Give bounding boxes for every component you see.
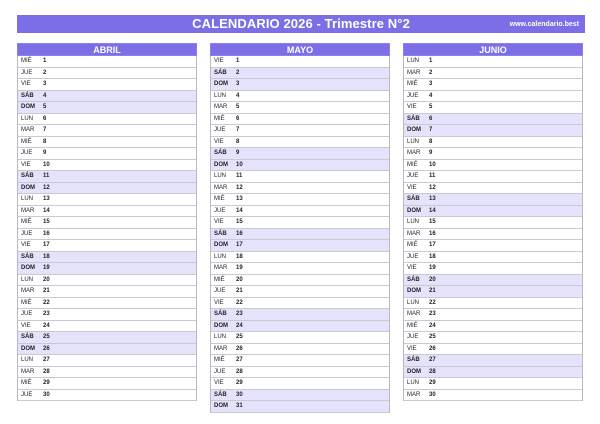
day-row xyxy=(404,206,582,218)
day-number: 5 xyxy=(236,104,240,110)
day-number: 22 xyxy=(43,299,50,306)
day-number: 15 xyxy=(43,219,50,225)
weekday-label: LUN xyxy=(21,276,34,283)
day-row xyxy=(211,56,389,68)
weekday-label: JUE xyxy=(21,69,33,76)
weekday-label: LUN xyxy=(214,334,227,340)
weekday-label: DOM xyxy=(407,288,421,294)
weekday-label: MAR xyxy=(21,288,35,294)
weekday-label: MIÉ xyxy=(214,115,225,122)
day-number: 20 xyxy=(236,276,243,283)
day-number: 23 xyxy=(43,311,50,317)
day-row xyxy=(404,252,582,264)
weekday-label: DOM xyxy=(21,265,35,271)
weekday-label: JUE xyxy=(21,311,33,317)
weekday-label: VIE xyxy=(214,58,224,64)
weekday-label: JUE xyxy=(214,368,226,375)
day-number: 19 xyxy=(43,265,50,271)
day-row xyxy=(404,229,582,241)
weekday-label: MAR xyxy=(407,69,421,76)
day-number: 25 xyxy=(429,334,436,340)
weekday-label: VIE xyxy=(407,265,417,271)
day-row xyxy=(211,137,389,149)
day-row xyxy=(211,286,389,298)
day-row xyxy=(211,125,389,137)
weekday-label: VIE xyxy=(214,380,224,386)
day-row xyxy=(18,102,196,114)
day-number: 25 xyxy=(43,334,50,340)
day-number: 11 xyxy=(236,173,243,179)
month-header: MAYO xyxy=(210,43,390,56)
weekday-label: LUN xyxy=(214,92,227,99)
weekday-label: JUE xyxy=(21,230,33,237)
day-row xyxy=(404,275,582,287)
weekday-label: DOM xyxy=(407,368,421,375)
day-row xyxy=(404,240,582,252)
day-row xyxy=(211,217,389,229)
day-row xyxy=(404,79,582,91)
day-number: 30 xyxy=(236,391,243,398)
weekday-label: VIE xyxy=(21,242,31,248)
day-number: 16 xyxy=(429,230,436,237)
day-row xyxy=(18,252,196,264)
weekday-label: LUN xyxy=(407,380,420,386)
weekday-label: MIÉ xyxy=(21,299,32,306)
month-header: JUNIO xyxy=(403,43,583,56)
day-row xyxy=(18,56,196,68)
day-row xyxy=(18,148,196,160)
day-row xyxy=(404,183,582,195)
weekday-label: VIE xyxy=(407,184,417,191)
day-row xyxy=(211,321,389,333)
day-number: 4 xyxy=(236,92,240,99)
day-row xyxy=(18,309,196,321)
day-number: 7 xyxy=(236,127,240,133)
weekday-label: MAR xyxy=(21,207,35,214)
month-column-june xyxy=(403,43,583,401)
day-number: 13 xyxy=(429,196,436,202)
day-row xyxy=(404,125,582,137)
weekday-label: JUE xyxy=(407,334,419,340)
weekday-label: MIÉ xyxy=(21,380,32,386)
day-list xyxy=(17,56,197,401)
day-row xyxy=(18,332,196,344)
day-number: 2 xyxy=(236,69,240,76)
weekday-label: DOM xyxy=(407,127,421,133)
weekday-label: MIÉ xyxy=(214,276,225,283)
day-row xyxy=(404,114,582,126)
day-number: 17 xyxy=(236,242,243,248)
day-number: 14 xyxy=(43,207,50,214)
day-number: 7 xyxy=(429,127,433,133)
day-row xyxy=(404,148,582,160)
weekday-label: DOM xyxy=(214,322,228,329)
day-number: 1 xyxy=(43,58,47,64)
weekday-label: JUE xyxy=(407,173,419,179)
day-number: 13 xyxy=(236,196,243,202)
weekday-label: MAR xyxy=(214,265,228,271)
day-number: 16 xyxy=(236,230,243,237)
weekday-label: DOM xyxy=(214,161,228,168)
weekday-label: VIE xyxy=(407,104,417,110)
weekday-label: SÁB xyxy=(214,230,227,237)
weekday-label: LUN xyxy=(407,219,420,225)
day-number: 5 xyxy=(429,104,433,110)
weekday-label: MIÉ xyxy=(21,219,32,225)
weekday-label: SÁB xyxy=(214,391,227,398)
day-number: 8 xyxy=(43,138,47,145)
day-row xyxy=(211,148,389,160)
day-number: 26 xyxy=(429,345,436,352)
weekday-label: DOM xyxy=(407,207,421,214)
day-number: 11 xyxy=(429,173,436,179)
day-row xyxy=(211,355,389,367)
weekday-label: SÁB xyxy=(407,196,420,202)
day-number: 17 xyxy=(429,242,436,248)
day-row xyxy=(211,252,389,264)
day-row xyxy=(18,378,196,390)
day-number: 1 xyxy=(429,58,433,64)
day-row xyxy=(211,68,389,80)
day-row xyxy=(18,229,196,241)
weekday-label: LUN xyxy=(407,138,420,145)
day-row xyxy=(211,332,389,344)
day-row xyxy=(404,56,582,68)
day-row xyxy=(404,332,582,344)
day-number: 30 xyxy=(429,391,436,398)
day-row xyxy=(404,160,582,172)
month-column-april xyxy=(17,43,197,401)
day-number: 23 xyxy=(236,311,243,317)
day-number: 2 xyxy=(429,69,433,76)
day-row xyxy=(18,321,196,333)
day-number: 31 xyxy=(236,403,243,409)
day-row xyxy=(18,217,196,229)
weekday-label: SÁB xyxy=(21,334,34,340)
calendar-header xyxy=(17,15,585,33)
day-row xyxy=(404,102,582,114)
day-list xyxy=(403,56,583,401)
day-number: 9 xyxy=(429,150,433,156)
weekday-label: LUN xyxy=(21,196,34,202)
day-number: 12 xyxy=(429,184,436,191)
day-number: 18 xyxy=(429,253,436,260)
day-row xyxy=(18,114,196,126)
day-row xyxy=(18,286,196,298)
weekday-label: SÁB xyxy=(214,150,227,156)
day-row xyxy=(211,378,389,390)
weekday-label: JUE xyxy=(407,253,419,260)
weekday-label: MAR xyxy=(21,368,35,375)
weekday-label: LUN xyxy=(21,357,34,363)
day-number: 3 xyxy=(429,81,433,87)
weekday-label: VIE xyxy=(214,138,224,145)
day-number: 3 xyxy=(236,81,240,87)
weekday-label: MAR xyxy=(214,104,228,110)
day-row xyxy=(211,114,389,126)
day-number: 18 xyxy=(43,253,50,260)
day-row xyxy=(404,355,582,367)
day-number: 1 xyxy=(236,58,240,64)
weekday-label: MIÉ xyxy=(21,58,32,64)
weekday-label: MIÉ xyxy=(21,138,32,145)
day-row xyxy=(404,217,582,229)
day-number: 10 xyxy=(43,161,50,168)
day-number: 10 xyxy=(429,161,436,168)
month-header: ABRIL xyxy=(17,43,197,56)
day-number: 24 xyxy=(236,322,243,329)
weekday-label: JUE xyxy=(407,92,419,99)
day-number: 29 xyxy=(43,380,50,386)
day-number: 6 xyxy=(429,115,433,122)
day-number: 21 xyxy=(236,288,243,294)
day-row xyxy=(404,344,582,356)
day-number: 19 xyxy=(236,265,243,271)
day-row xyxy=(18,68,196,80)
day-row xyxy=(404,263,582,275)
day-number: 28 xyxy=(429,368,436,375)
day-row xyxy=(18,367,196,379)
day-row xyxy=(211,229,389,241)
weekday-label: LUN xyxy=(407,299,420,306)
weekday-label: VIE xyxy=(21,161,31,168)
day-row xyxy=(18,390,196,402)
weekday-label: VIE xyxy=(214,299,224,306)
day-number: 10 xyxy=(236,161,243,168)
weekday-label: MAR xyxy=(407,150,421,156)
weekday-label: SÁB xyxy=(21,253,34,260)
day-number: 6 xyxy=(43,115,47,122)
day-row xyxy=(404,171,582,183)
day-number: 20 xyxy=(429,276,436,283)
weekday-label: DOM xyxy=(21,345,35,352)
day-row xyxy=(211,309,389,321)
day-row xyxy=(211,194,389,206)
day-row xyxy=(211,91,389,103)
day-row xyxy=(404,309,582,321)
day-row xyxy=(18,160,196,172)
day-row xyxy=(211,102,389,114)
day-row xyxy=(404,194,582,206)
day-number: 13 xyxy=(43,196,50,202)
day-number: 4 xyxy=(429,92,433,99)
day-number: 18 xyxy=(236,253,243,260)
day-number: 27 xyxy=(236,357,243,363)
weekday-label: SÁB xyxy=(214,311,227,317)
weekday-label: DOM xyxy=(214,242,228,248)
day-row xyxy=(404,367,582,379)
day-number: 8 xyxy=(429,138,433,145)
day-number: 24 xyxy=(429,322,436,329)
day-row xyxy=(404,298,582,310)
weekday-label: SÁB xyxy=(407,115,420,122)
weekday-label: VIE xyxy=(21,322,31,329)
day-number: 21 xyxy=(43,288,50,294)
day-row xyxy=(18,355,196,367)
day-list xyxy=(210,56,390,413)
weekday-label: MIÉ xyxy=(407,322,418,329)
weekday-label: MAR xyxy=(407,391,421,398)
weekday-label: DOM xyxy=(214,403,228,409)
day-row xyxy=(404,137,582,149)
day-row xyxy=(404,390,582,402)
weekday-label: JUE xyxy=(21,150,33,156)
day-number: 19 xyxy=(429,265,436,271)
day-row xyxy=(18,137,196,149)
day-number: 30 xyxy=(43,391,50,398)
page-title: CALENDARIO 2026 - Trimestre N°2 xyxy=(192,16,410,31)
day-number: 14 xyxy=(429,207,436,214)
day-number: 22 xyxy=(236,299,243,306)
day-number: 6 xyxy=(236,115,240,122)
day-row xyxy=(18,298,196,310)
day-row xyxy=(211,390,389,402)
weekday-label: MAR xyxy=(214,184,228,191)
weekday-label: SÁB xyxy=(214,69,227,76)
day-number: 11 xyxy=(43,173,50,179)
weekday-label: MIÉ xyxy=(407,161,418,168)
day-number: 27 xyxy=(429,357,436,363)
day-row xyxy=(404,286,582,298)
day-number: 8 xyxy=(236,138,240,145)
weekday-label: MAR xyxy=(21,127,35,133)
day-number: 15 xyxy=(429,219,436,225)
day-number: 29 xyxy=(236,380,243,386)
day-number: 2 xyxy=(43,69,47,76)
day-row xyxy=(18,79,196,91)
weekday-label: MIÉ xyxy=(214,196,225,202)
weekday-label: SÁB xyxy=(407,276,420,283)
day-number: 28 xyxy=(43,368,50,375)
day-row xyxy=(211,240,389,252)
weekday-label: LUN xyxy=(214,173,227,179)
day-number: 7 xyxy=(43,127,47,133)
day-number: 17 xyxy=(43,242,50,248)
weekday-label: MIÉ xyxy=(407,81,418,87)
day-number: 22 xyxy=(429,299,436,306)
day-row xyxy=(211,401,389,413)
day-number: 24 xyxy=(43,322,50,329)
weekday-label: SÁB xyxy=(21,92,34,99)
day-row xyxy=(18,91,196,103)
weekday-label: SÁB xyxy=(21,173,34,179)
day-row xyxy=(18,263,196,275)
day-number: 3 xyxy=(43,81,47,87)
weekday-label: DOM xyxy=(21,184,35,191)
day-row xyxy=(211,79,389,91)
month-column-may xyxy=(210,43,390,413)
day-number: 27 xyxy=(43,357,50,363)
day-number: 5 xyxy=(43,104,47,110)
weekday-label: MAR xyxy=(407,230,421,237)
weekday-label: JUE xyxy=(214,127,226,133)
day-row xyxy=(211,298,389,310)
day-number: 26 xyxy=(43,345,50,352)
day-number: 4 xyxy=(43,92,47,99)
day-row xyxy=(211,263,389,275)
weekday-label: JUE xyxy=(214,207,226,214)
day-row xyxy=(211,183,389,195)
day-number: 12 xyxy=(236,184,243,191)
weekday-label: MAR xyxy=(407,311,421,317)
day-row xyxy=(404,91,582,103)
day-row xyxy=(18,344,196,356)
day-number: 9 xyxy=(236,150,240,156)
weekday-label: VIE xyxy=(21,81,31,87)
day-row xyxy=(211,206,389,218)
weekday-label: MIÉ xyxy=(407,242,418,248)
day-row xyxy=(211,160,389,172)
day-row xyxy=(18,240,196,252)
weekday-label: LUN xyxy=(407,58,420,64)
weekday-label: SÁB xyxy=(407,357,420,363)
day-row xyxy=(211,367,389,379)
weekday-label: MIÉ xyxy=(214,357,225,363)
day-number: 29 xyxy=(429,380,436,386)
day-number: 15 xyxy=(236,219,243,225)
day-number: 20 xyxy=(43,276,50,283)
day-row xyxy=(211,275,389,287)
day-number: 16 xyxy=(43,230,50,237)
day-row xyxy=(18,275,196,287)
day-number: 12 xyxy=(43,184,50,191)
day-row xyxy=(18,171,196,183)
day-row xyxy=(404,68,582,80)
day-row xyxy=(18,206,196,218)
weekday-label: DOM xyxy=(21,104,35,110)
weekday-label: DOM xyxy=(214,81,228,87)
day-number: 28 xyxy=(236,368,243,375)
day-row xyxy=(211,344,389,356)
day-row xyxy=(404,378,582,390)
day-row xyxy=(18,183,196,195)
weekday-label: JUE xyxy=(214,288,226,294)
weekday-label: LUN xyxy=(21,115,34,122)
site-url: www.calendario.best xyxy=(509,21,579,28)
day-number: 21 xyxy=(429,288,436,294)
day-row xyxy=(211,171,389,183)
weekday-label: LUN xyxy=(214,253,227,260)
day-row xyxy=(18,125,196,137)
day-number: 14 xyxy=(236,207,243,214)
weekday-label: VIE xyxy=(407,345,417,352)
weekday-label: MAR xyxy=(214,345,228,352)
day-row xyxy=(18,194,196,206)
weekday-label: JUE xyxy=(21,391,33,398)
day-number: 23 xyxy=(429,311,436,317)
day-number: 9 xyxy=(43,150,47,156)
day-number: 26 xyxy=(236,345,243,352)
day-row xyxy=(404,321,582,333)
weekday-label: VIE xyxy=(214,219,224,225)
day-number: 25 xyxy=(236,334,243,340)
